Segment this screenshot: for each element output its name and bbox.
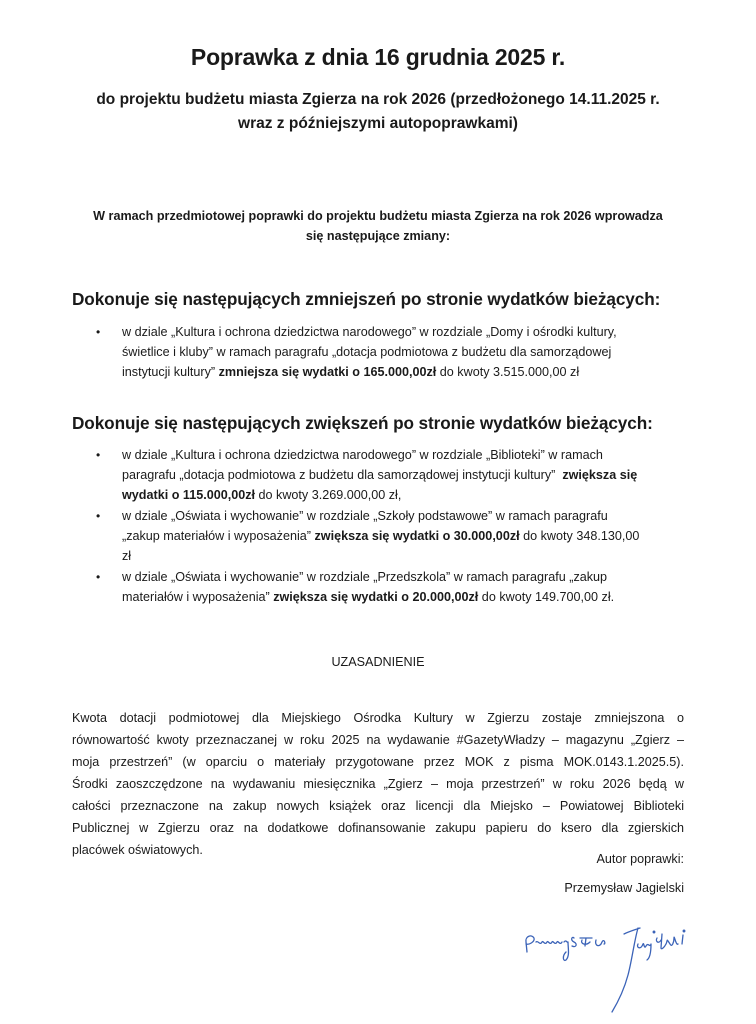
increases-heading: Dokonuje się następujących zwiększeń po stronie wydatków bieżących: [72, 413, 653, 433]
item-line [122, 506, 696, 526]
item-line [122, 322, 696, 342]
item-line [122, 485, 696, 505]
line-text: do kwoty 3.515.000,00 zł [436, 365, 580, 379]
justification-line: moja przestrzeń” (w oparciu o materiały przygotowane przez MOK z pisma MOK.0143.1.2025.5). [72, 755, 684, 769]
list-item [96, 567, 696, 607]
line-text: do kwoty 3.269.000,00 zł, [255, 488, 402, 502]
line-text: zł [122, 549, 132, 563]
line-text: świetlice i kluby” w ramach paragrafu „dotacja podmiotowa z budżetu dla samorządowej [122, 345, 612, 359]
line-text: do kwoty 149.700,00 zł. [478, 590, 615, 604]
justification-line: Środki zaoszczędzone na wydawaniu miesięcznika „Zgierz – moja przestrzeń” w roku 2026 będą w [72, 777, 684, 791]
justification-line: całości przeznaczone na zakup nowych książek oraz licencji dla Miejsko – Powiatowej Biblioteki [72, 799, 684, 813]
decreases-list [96, 322, 696, 383]
intro-line: się następujące zmiany: [305, 229, 451, 243]
line-text: materiałów i wyposażenia” [122, 590, 274, 604]
document-title: Poprawka z dnia 16 grudnia 2025 r. [190, 44, 566, 70]
list-item [96, 322, 696, 382]
amount-change: zwiększa się wydatki o 30.000,00zł [314, 529, 520, 543]
item-line [122, 342, 696, 362]
handwritten-signature-icon [520, 920, 710, 1015]
line-text: w dziale „Oświata i wychowanie” w rozdziale „Szkoły podstawowe” w ramach paragrafu [122, 509, 608, 523]
item-line [122, 465, 696, 485]
bullet-icon: • [96, 570, 101, 584]
line-text: w dziale „Oświata i wychowanie” w rozdziale „Przedszkola” w ramach paragrafu „zakup [122, 570, 608, 584]
justification-paragraph [72, 707, 684, 861]
bullet-icon: • [96, 325, 101, 339]
line-text: w dziale „Kultura i ochrona dziedzictwa narodowego” w rozdziale „Biblioteki” w ramach [122, 448, 603, 462]
justification-line: równowartość kwoty przeznaczanej w roku 2025 na wydawanie #GazetyWładzy – magazynu „Zgierz – [72, 733, 684, 747]
amount-change: zwiększa się [562, 468, 638, 482]
bullet-icon: • [96, 448, 101, 462]
item-line [122, 546, 696, 566]
increases-list [96, 445, 696, 608]
signature-strokes [526, 928, 685, 1012]
justification-heading: UZASADNIENIE [331, 655, 425, 669]
justification-line: placówek oświatowych. [72, 843, 203, 857]
decreases-heading: Dokonuje się następujących zmniejszeń po stronie wydatków bieżących: [72, 289, 661, 309]
item-line [122, 526, 696, 546]
line-text: instytucji kultury” [122, 365, 219, 379]
item-line [122, 587, 696, 607]
document-subtitle [0, 88, 756, 136]
subtitle-line: wraz z późniejszymi autopoprawkami) [238, 115, 518, 132]
line-text: „zakup materiałów i wyposażenia” [122, 529, 315, 543]
intro-paragraph [60, 206, 696, 246]
justification-line: Kwota dotacji podmiotowej dla Miejskiego Ośrodka Kultury w Zgierzu zostaje zmniejszona o [72, 711, 684, 725]
item-line [122, 445, 696, 465]
item-line [122, 362, 696, 382]
amount-change: wydatki o 115.000,00zł [122, 488, 256, 502]
justification-line: Publicznej w Zgierzu oraz na dodatkowe dofinansowanie zakupu papieru do ksero dla zgierskich [72, 821, 684, 835]
author-label: Autor poprawki: [596, 852, 684, 866]
author-name: Przemysław Jagielski [564, 881, 684, 895]
item-line [122, 567, 696, 587]
intro-line: W ramach przedmiotowej poprawki do projektu budżetu miasta Zgierza na rok 2026 wprowadza [93, 209, 663, 223]
bullet-icon: • [96, 509, 101, 523]
amount-change: zmniejsza się wydatki o 165.000,00zł [218, 365, 437, 379]
line-text: do kwoty 348.130,00 [519, 529, 640, 543]
line-text: w dziale „Kultura i ochrona dziedzictwa narodowego” w rozdziale „Domy i ośrodki kultury, [122, 325, 617, 339]
list-item [96, 445, 696, 505]
subtitle-line: do projektu budżetu miasta Zgierza na rok 2026 (przedłożonego 14.11.2025 r. [96, 91, 660, 108]
line-text: paragrafu „dotacja podmiotowa z budżetu dla samorządowej instytucji kultury” [122, 468, 563, 482]
list-item [96, 506, 696, 566]
amount-change: zwiększa się wydatki o 20.000,00zł [273, 590, 479, 604]
